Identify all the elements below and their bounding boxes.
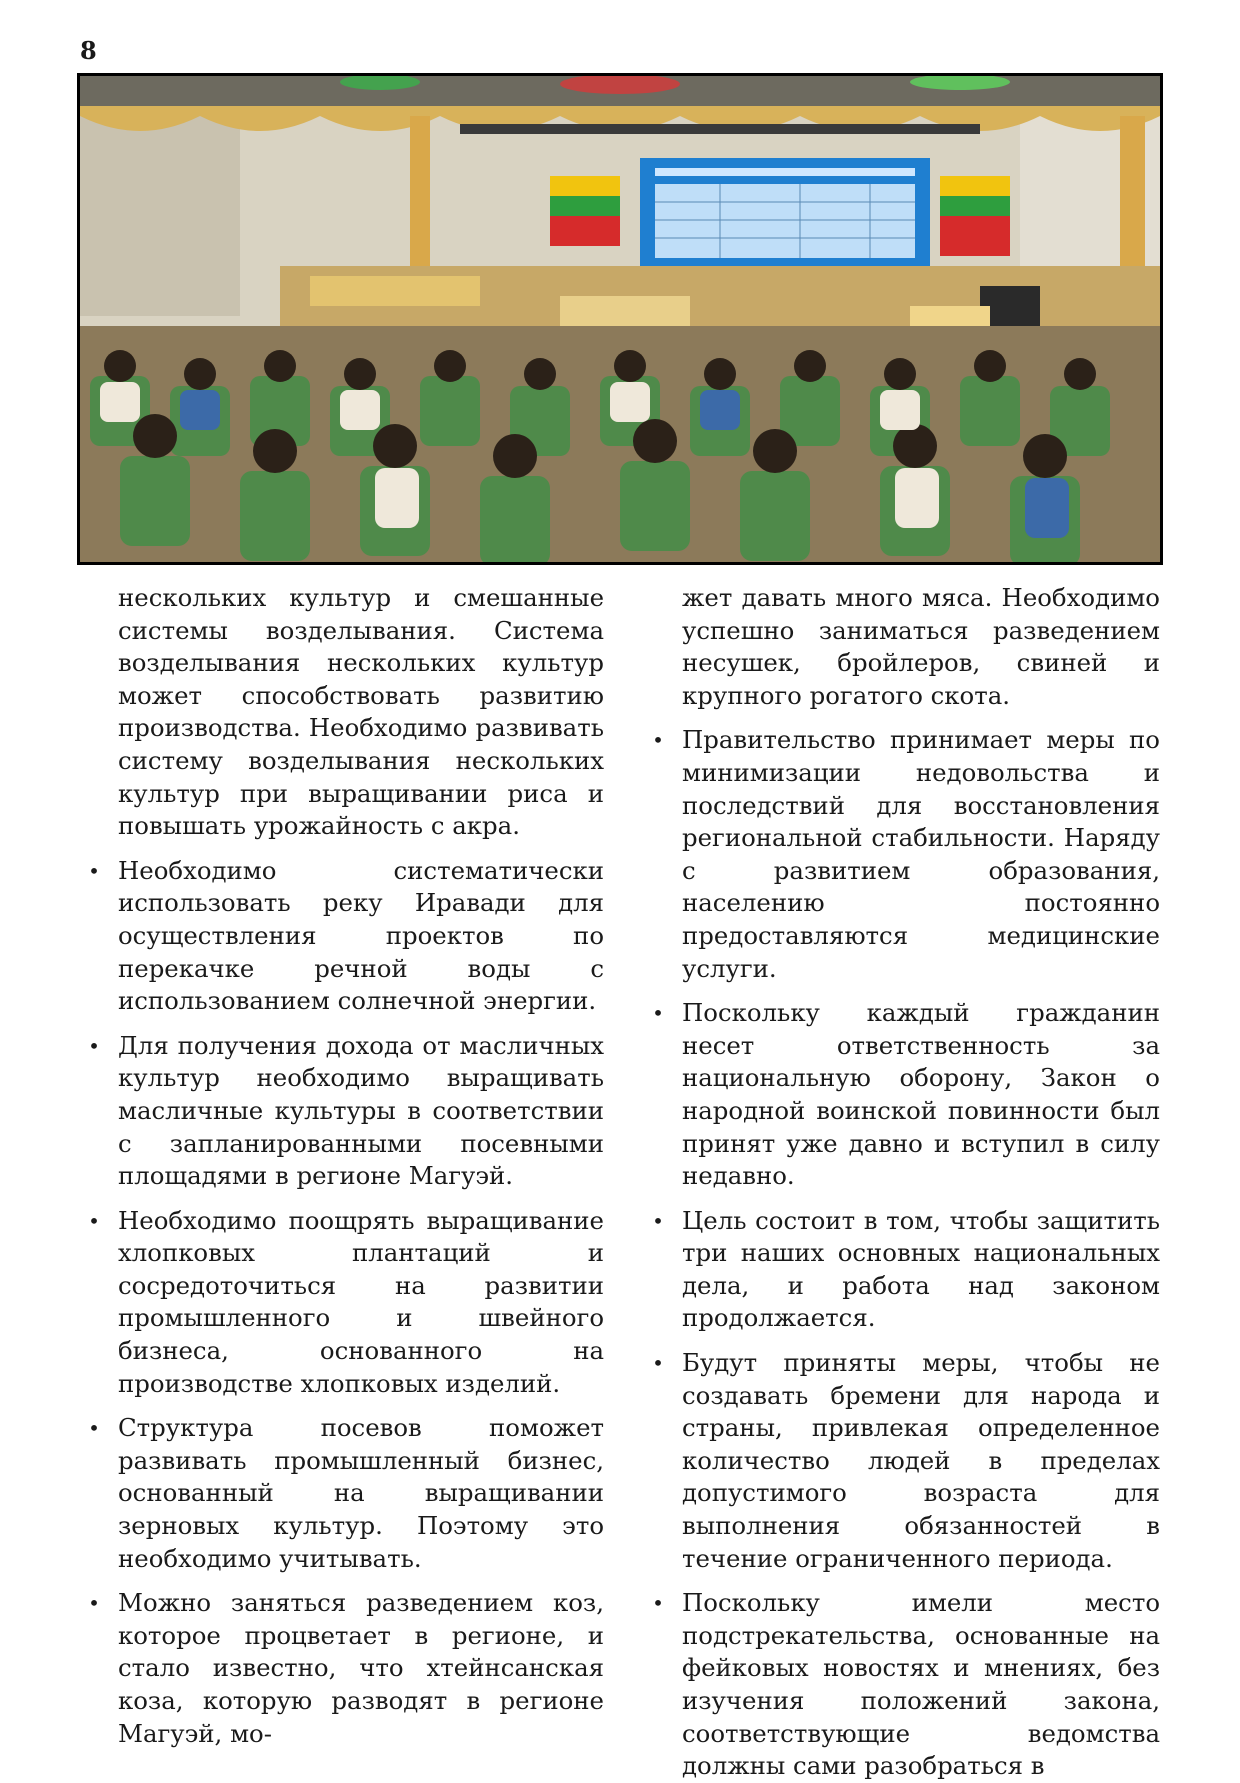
list-item	[84, 855, 604, 1018]
bullet-icon: •	[652, 1591, 664, 1616]
bullet-icon: •	[88, 1208, 100, 1233]
bullet-icon: •	[88, 858, 100, 883]
bullet-icon: •	[652, 1351, 664, 1376]
list-item-text: Поскольку каждый гражданин несет ответственность за национальную оборону, Закон о народной воинской повинности был принят уже давно и вступил в силу недавно.	[682, 998, 1160, 1191]
list-item-text: Цель состоит в том, чтобы защитить три наших основных национальных дела, и работа над законом продолжается.	[682, 1205, 1160, 1333]
bullet-icon: •	[88, 1033, 100, 1058]
list-item	[84, 1030, 604, 1193]
bullet-icon: •	[88, 1416, 100, 1441]
list-item	[84, 1205, 604, 1401]
conference-hall-photo	[77, 73, 1163, 565]
list-item	[648, 1587, 1160, 1783]
bullet-icon: •	[652, 728, 664, 753]
bullet-icon: •	[652, 1208, 664, 1233]
bullet-icon: •	[88, 1591, 100, 1616]
list-item	[648, 724, 1160, 985]
list-item-text: Будут приняты меры, чтобы не создавать бремени для народа и страны, привлекая определенное количество людей в пределах допустимого возраста для выполнения обязанностей в течение ограниченного периода.	[682, 1348, 1160, 1573]
list-item-text: Необходимо систематически использовать реку Иравади для осуществления проектов по перекачке речной воды с использованием солнечной энергии.	[118, 855, 604, 1016]
list-item	[648, 997, 1160, 1193]
list-item	[648, 1347, 1160, 1575]
list-item-text: Для получения дохода от масличных культур необходимо выращивать масличные культуры в соответствии с запланированными посевными площадями в регионе Магуэй.	[118, 1030, 604, 1191]
list-item-text: Можно заняться разведением коз, которое процветает в регионе, и стало известно, что хтейнсанская коза, которую разводят в регионе Магуэй, мо-	[118, 1588, 604, 1748]
list-item-text: Поскольку имели место подстрекательства, основанные на фейковых новостях и мнениях, без изучения положений закона, соответствующие ведомства должны сами разобраться в	[682, 1588, 1160, 1781]
list-item	[648, 1205, 1160, 1335]
list-item	[84, 1412, 604, 1575]
left-column	[84, 582, 604, 1750]
list-item	[84, 1587, 604, 1750]
left-bullet-list	[84, 855, 604, 1750]
list-item-text: Структура посевов поможет развивать промышленный бизнес, основанный на выращивании зерновых культур. Поэтому это необходимо учитывать.	[118, 1413, 604, 1573]
bullet-icon: •	[652, 1001, 664, 1026]
right-column-intro: жет давать много мяса. Необходимо успешно заниматься разведением несушек, бройлеров, свиней и крупного рогатого скота.	[682, 583, 1160, 710]
list-item-text: Необходимо поощрять выращивание хлопковых плантаций и сосредоточиться на развитии промышленного и швейного бизнеса, основанного на производстве хлопковых изделий.	[118, 1205, 604, 1398]
right-column	[648, 582, 1160, 1783]
left-column-intro: нескольких культур и смешанные системы возделывания. Система возделывания нескольких культур может способствовать развитию производства. Необходимо развивать систему возделывания нескольких культур при выращивании риса и повышать урожайность с акра.	[118, 583, 604, 841]
list-item-text: Правительство принимает меры по минимизации недовольства и последствий для восстановления региональной стабильности. Наряду с развитием образования, населению постоянно предоставляются медицинские услуги.	[682, 725, 1160, 983]
right-bullet-list	[648, 724, 1160, 1782]
photo-illustration	[80, 76, 1160, 562]
page-number: 8	[80, 36, 97, 65]
